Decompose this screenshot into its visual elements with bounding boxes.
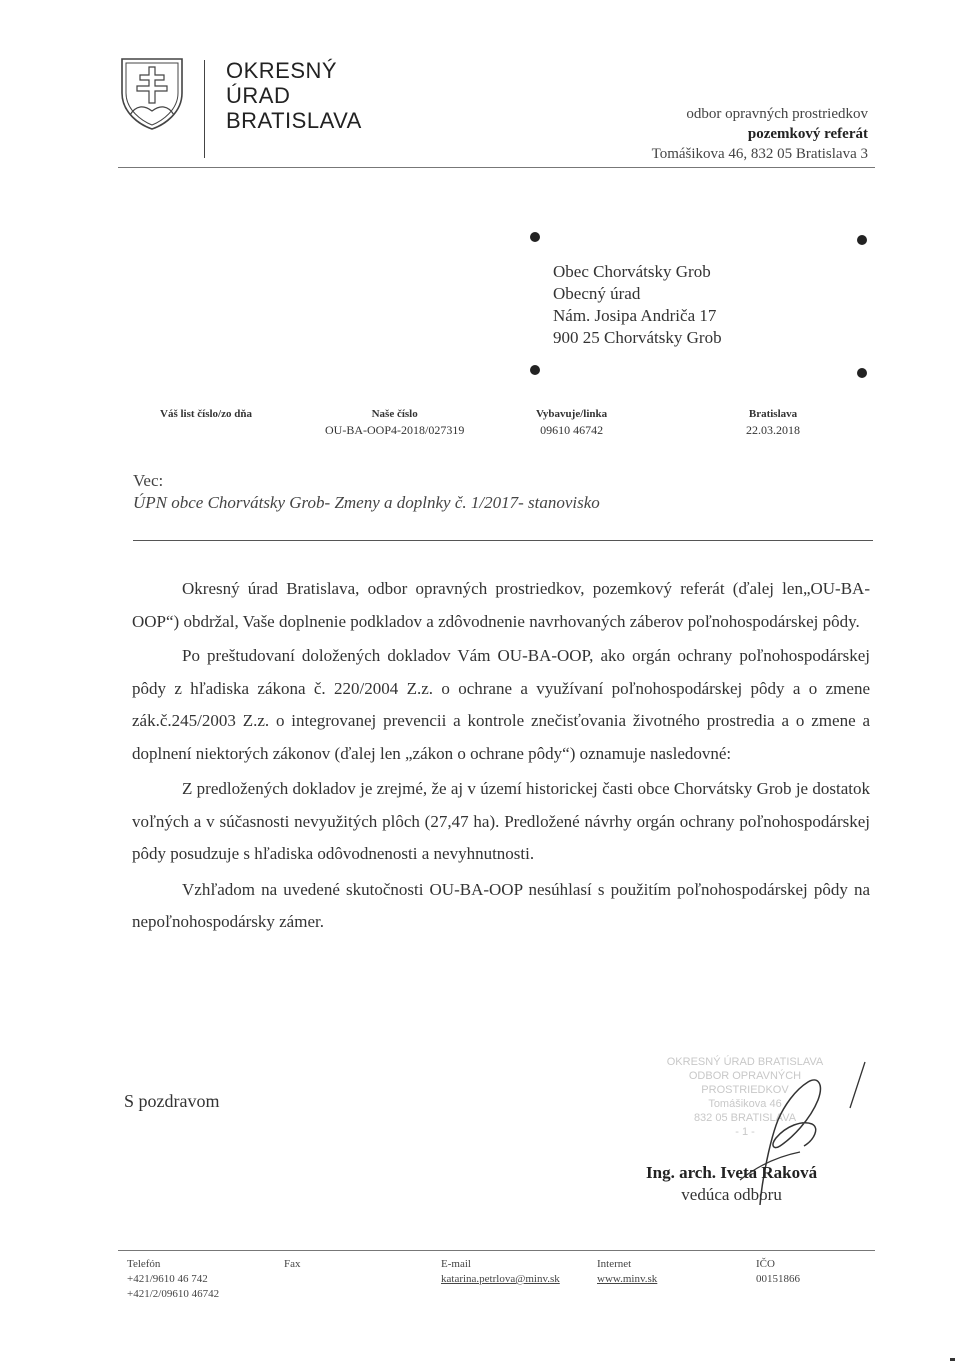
- subject-label: Vec:: [133, 471, 164, 490]
- body-paragraph: Okresný úrad Bratislava, odbor opravných prostriedkov, pozemkový referát (ďalej len„OU-BA-OOP“) obdržal, Vaše doplnenie podkladov a zdôvodnenie navrhovaných záberov poľnohospodárskej pôdy.: [132, 579, 870, 631]
- unit-name: pozemkový referát: [747, 126, 868, 142]
- stamp-line: OKRESNÝ ÚRAD BRATISLAVA: [666, 1056, 824, 1068]
- handled-by-value: 09610 46742: [540, 423, 604, 437]
- place-label: Bratislava: [748, 408, 798, 420]
- signature-block: [646, 1162, 817, 1206]
- body-paragraph: Po preštudovaní doložených dokladov Vám OU-BA-OOP, ako orgán ochrany poľnohospodárskej pôdy z hľadiska zákona č. 220/2004 Z.z. o ochrane a využívaní poľnohospodárskej pôdy a o zmene zák.č.245/2003 Z.z. o integrovanej prevencii a kontrole znečisťovania životného prostredia a o zmene a doplnení niektorých zákonov (ďalej len „zákon o ochrane pôdy“) oznamuje nasledovné:: [132, 646, 870, 763]
- stamp-line: ODBOR OPRAVNÝCH PROSTRIEDKOV: [688, 1070, 802, 1096]
- ico-label: IČO: [756, 1258, 775, 1270]
- letter-body: [132, 573, 870, 939]
- stamp-line: 832 05 BRATISLAVA: [693, 1112, 797, 1124]
- recipient-line: Obecný úrad: [553, 284, 641, 303]
- footer-rule: [118, 1250, 875, 1251]
- date-value: 22.03.2018: [746, 423, 800, 437]
- body-paragraph: Vzhľadom na uvedené skutočnosti OU-BA-OOP nesúhlasí s použitím poľnohospodárskej pôdy na nepoľnohospodársky zámer.: [132, 879, 870, 931]
- office-address: Tomášikova 46, 832 05 Bratislava 3: [651, 146, 868, 162]
- phone-label: Telefón: [127, 1258, 161, 1270]
- office-name-line: ÚRAD: [226, 83, 291, 108]
- footer-phone: [127, 1257, 219, 1302]
- your-letter-field: [160, 406, 252, 422]
- header-rule: [118, 167, 875, 168]
- recipient-line: 900 25 Chorvátsky Grob: [553, 328, 722, 347]
- handled-by-field: [536, 406, 607, 438]
- department-name: odbor opravných prostriedkov: [686, 106, 868, 122]
- signer-name: Ing. arch. Iveta Raková: [646, 1163, 818, 1182]
- stamp-line: Tomášikova 46: [708, 1098, 782, 1110]
- recipient-line: Nám. Josipa Andriča 17: [553, 306, 717, 325]
- subject-rule: [133, 540, 873, 541]
- internet-label: Internet: [597, 1258, 632, 1270]
- subject-text: ÚPN obce Chorvátsky Grob- Zmeny a doplnky č. 1/2017- stanovisko: [133, 493, 600, 512]
- footer-email: [441, 1257, 560, 1287]
- stamp-line: - 1 -: [735, 1126, 755, 1138]
- ico-value: 00151866: [756, 1273, 800, 1285]
- recipient-line: Obec Chorvátsky Grob: [553, 262, 711, 281]
- our-number-label: Naše číslo: [371, 408, 418, 420]
- window-mark: [530, 232, 540, 242]
- footer-fax: [284, 1257, 301, 1272]
- header-divider: [204, 60, 205, 158]
- window-mark: [530, 365, 540, 375]
- handled-by-label: Vybavuje/linka: [536, 408, 608, 420]
- department-block: [652, 104, 868, 164]
- office-name-line: OKRESNÝ: [226, 58, 338, 83]
- slovak-coat-of-arms-icon: [118, 55, 186, 131]
- window-mark: [857, 235, 867, 245]
- signer-role: vedúca odboru: [681, 1185, 782, 1204]
- window-mark: [857, 368, 867, 378]
- fax-label: Fax: [284, 1258, 301, 1270]
- footer-ico: [756, 1257, 800, 1287]
- our-number-value: OU-BA-OOP4-2018/027319: [325, 423, 465, 437]
- office-name-line: BRATISLAVA: [226, 108, 362, 133]
- scan-mark: [950, 1358, 955, 1361]
- your-letter-label: Váš list číslo/zo dňa: [160, 408, 252, 420]
- date-field: [746, 406, 800, 438]
- body-paragraph: Z predložených dokladov je zrejmé, že aj v území historickej časti obce Chorvátsky Grob je dostatok voľných a v súčasnosti nevyužitých plôch (27,47 ha). Predložené návrhy orgán ochrany poľnohospodárskej pôdy posudzuje s hľadiska odôvodnenosti a nevyhnutnosti.: [132, 779, 870, 863]
- recipient-address: [553, 261, 722, 349]
- email-link[interactable]: katarina.petrlova@minv.sk: [441, 1273, 560, 1285]
- greeting: S pozdravom: [124, 1091, 220, 1111]
- phone-value: +421/9610 46 742: [127, 1273, 208, 1285]
- office-name: [226, 58, 362, 133]
- website-link[interactable]: www.minv.sk: [597, 1273, 658, 1285]
- email-label: E-mail: [441, 1258, 471, 1270]
- phone-value: +421/2/09610 46742: [127, 1288, 220, 1300]
- footer-internet: [597, 1257, 657, 1287]
- our-number-field: [325, 406, 464, 438]
- subject-block: [133, 470, 600, 514]
